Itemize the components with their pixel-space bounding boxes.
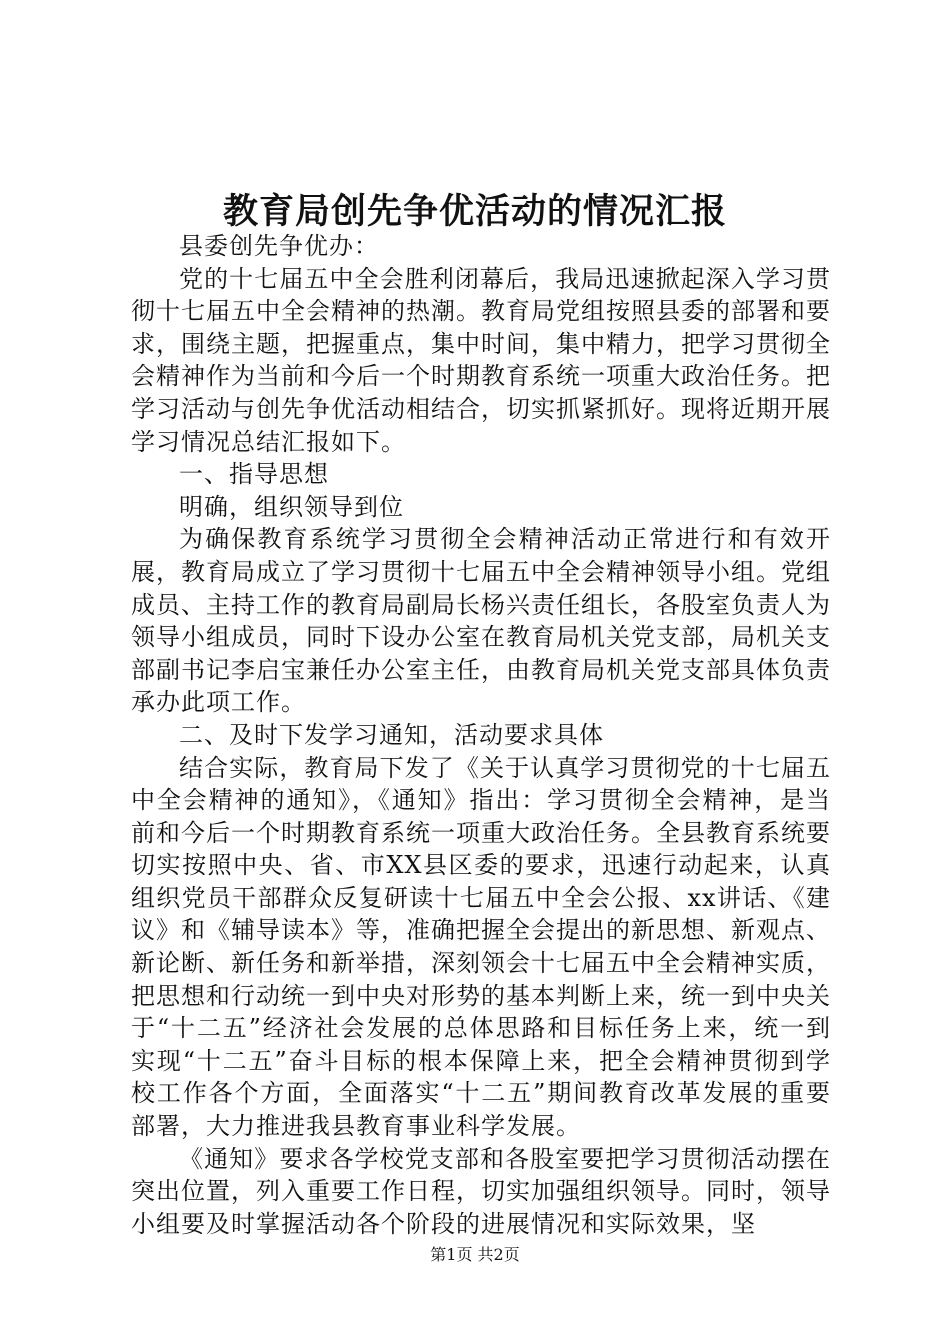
subheading: 明确，组织领导到位 [179,492,404,521]
body-paragraph: 为确保教育系统学习贯彻全会精神活动正常进行和有效开展，教育局成立了学习贯彻十七届五中全会精神领导小组。党组成员、主持工作的教育局副局长杨兴责任组长，各股室负责人为领导小组成员，同时下设办公室在教育局机关党支部，局机关支部副书记李启宝兼任办公室主任，由教育局机关党支部具体负责承办此项工作。 [131,525,831,717]
document-title: 教育局创先争优活动的情况汇报 [222,191,727,232]
page-footer: 第1页 共2页 [430,1245,520,1264]
body-paragraph: 结合实际，教育局下发了《关于认真学习贯彻党的十七届五中全会精神的通知》，《通知》指出：学习贯彻全会精神，是当前和今后一个时期教育系统一项重大政治任务。全县教育系统要切实按照中央、省、市XX县区委的要求，迅速行动起来，认真组织党员干部群众反复研读十七届五中全会公报、xx讲话、《建议》和《辅导读本》等，准确把握全会提出的新思想、新观点、新论断、新任务和新举措，深刻领会十七届五中全会精神实质，把思想和行动统一到中央对形势的基本判断上来，统一到中央关于“十二五”经济社会发展的总体思路和目标任务上来，统一到实现“十二五”奋斗目标的根本保障上来，把全会精神贯彻到学校工作各个方面，全面落实“十二五”期间教育改革发展的重要部署，大力推进我县教育事业科学发展。 [131,753,831,1141]
section-heading-1: 一、指导思想 [179,460,329,489]
salutation: 县委创先争优办： [179,232,379,260]
body-paragraph: 《通知》要求各学校党支部和各股室要把学习贯彻活动摆在突出位置，列入重要工作日程，切实加强组织领导。同时，领导小组要及时掌握活动各个阶段的进展情况和实际效果，坚 [131,1144,831,1238]
document-body [131,230,831,1240]
intro-paragraph: 党的十七届五中全会胜利闭幕后，我局迅速掀起深入学习贯彻十七届五中全会精神的热潮。教育局党组按照县委的部署和要求，围绕主题，把握重点，集中时间，集中精力，把学习贯彻全会精神作为当前和今后一个时期教育系统一项重大政治任务。把学习活动与创先争优活动相结合，切实抓紧抓好。现将近期开展学习情况总结汇报如下。 [131,264,831,456]
section-heading-2: 二、及时下发学习通知，活动要求具体 [179,720,604,749]
